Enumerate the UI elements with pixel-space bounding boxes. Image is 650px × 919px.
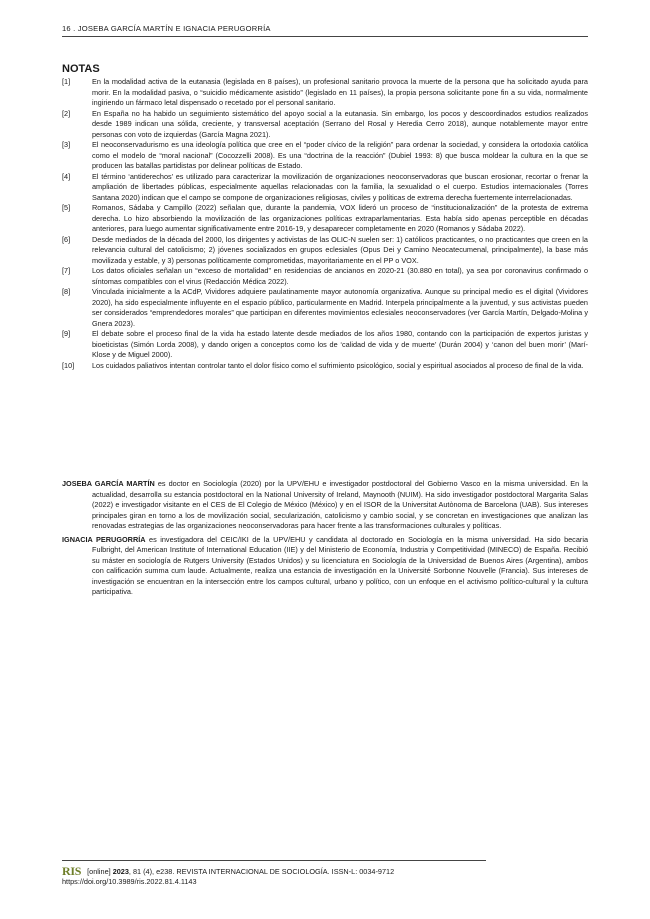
note-text: En España no ha habido un seguimiento sistemático del apoyo social a la eutanasia. Sin embargo, los pocos y descoordinados estudios realizados desde 1989 indican una sólida, creciente, y transversal aceptación (Serrano del Rosal y Heredia Cerro 2018), aunque notablemente mayor entre personas con voto de izquierdas (García Magna 2021). bbox=[92, 108, 588, 139]
note-number: [9] bbox=[62, 329, 71, 338]
note-text: Romanos, Sádaba y Campillo (2022) señalan que, durante la pandemia, VOX lideró un proceso de “institucionalización” de la protesta de extrema derecha. Lo hizo absorbiendo la movilización de las organizaciones políticas extraparlamentarias. Esta había sido apenas perceptible en décadas anteriores, para luego aumentar significativamente entre 2016-19, y desaparecer completamente en 2020 (Romanos y Sádaba 2022). bbox=[92, 203, 588, 233]
note-text: El neoconservadurismo es una ideología política que cree en el “poder cívico de la religión” para ordenar la sociedad, y considera la ortodoxia católica como el modelo de “moral nacional” (Cocozzelli 2008). Es una “doctrina de la reacción” (Dubiel 1993: 8) que busca moldear la cultura en la que se producen las batallas partidistas por delinear políticas de Estado. bbox=[92, 140, 588, 170]
notes-list bbox=[62, 77, 588, 371]
note-number: [3] bbox=[62, 140, 71, 149]
author-bio-text: es doctor en Sociología (2020) por la UPV/EHU e investigador postdoctoral del Gobierno Vasco en la misma universidad. En la actualidad, desarrolla su estancia postdoctoral en la National University of Ireland, Maynooth (NUIM). Ha sido investigador postdoctoral Margarita Salas (2022) e investigador visitante en el CES de El Colegio de México (México) y en el ISOR de la Universitat Autònoma de Barcelona (UAB). Sus intereses principales giran en torno a los de movilización social, secularización, catolicismo y cambio social, y se concretan en investigaciones que analizan las renovadas estrategias de las organizaciones neoconservadoras para hacer frente a las transformaciones culturales y políticas. bbox=[92, 479, 588, 530]
note-number: [5] bbox=[62, 203, 71, 212]
footer-citation: , 81 (4), e238. REVISTA INTERNACIONAL DE SOCIOLOGÍA. ISSN-L: 0034-9712 bbox=[128, 867, 395, 876]
author-bios bbox=[62, 479, 588, 601]
notes-title: NOTAS bbox=[62, 63, 100, 75]
note-number: [2] bbox=[62, 108, 71, 118]
note-text: El término ‘antiderechos’ es utilizado para caracterizar la movilización de organizaciones neoconservadoras que buscan erosionar, recortar o frenar la ampliación de libertades públicas, especialmente aquellas relacionadas con la familia, la sexualidad o el cuerpo. Estudios internacionales (Torres Santana 2020) indican que el campo se compone de organizaciones religiosas, civiles y políticas de extrema derecha fuertemente interrelacionadas. bbox=[92, 171, 588, 202]
note-text: Los datos oficiales señalan un “exceso de mortalidad” en residencias de ancianos en 2020-21 (30.880 en total), ya sea por coronavirus confirmado o síntomas compatibles con el virus (Redacción Médica 2022). bbox=[92, 266, 588, 286]
note-item bbox=[62, 235, 588, 267]
author-bio bbox=[62, 479, 588, 532]
note-item bbox=[62, 329, 588, 361]
note-item bbox=[62, 172, 588, 204]
footer-year: 2023 bbox=[112, 867, 129, 876]
note-number: [7] bbox=[62, 266, 71, 275]
note-number: [6] bbox=[62, 234, 71, 244]
note-item bbox=[62, 361, 588, 372]
author-name: IGNACIA PERUGORRÍA bbox=[62, 534, 146, 544]
note-item bbox=[62, 140, 588, 172]
note-text: Desde mediados de la década del 2000, los dirigentes y activistas de las OLIC-N suelen ser: 1) católicos practicantes, o no practicantes que creen en la relevancia cultural del catolicismo; 2) jóvenes socializados en grupos eclesiales (Opus Dei y Camino Neocatecumenal, principalmente), la base más movilizada y estable, y 3) personas políticamente comprometidas, mayoritariamente en el PP o VOX. bbox=[92, 234, 588, 265]
doi-link[interactable]: https://doi.org/10.3989/ris.2022.81.4.1143 bbox=[62, 877, 197, 886]
note-number: [10] bbox=[62, 360, 75, 370]
running-head: 16 . JOSEBA GARCÍA MARTÍN E IGNACIA PERUGORRÍA bbox=[62, 24, 588, 37]
note-item bbox=[62, 77, 588, 109]
note-item bbox=[62, 109, 588, 141]
note-text: Los cuidados paliativos intentan controlar tanto el dolor físico como el sufrimiento psicológico, social y espiritual asociados al proceso de final de la vida. bbox=[92, 360, 584, 370]
note-number: [4] bbox=[62, 171, 71, 181]
note-text: El debate sobre el proceso final de la vida ha estado latente desde mediados de los años 1980, contando con la participación de expertos juristas y bioeticistas (Simón Lorda 2008), y dando origen a conceptos como los de ‘calidad de vida y de muerte’ (Durán 2004) y ‘canon del buen morir’ (Marí-Klose y de Miguel 2000). bbox=[92, 329, 588, 359]
footer-divider bbox=[62, 860, 486, 861]
author-bio bbox=[62, 535, 588, 598]
footer-prefix: [online] bbox=[87, 867, 111, 876]
note-text: Vinculada inicialmente a la ACdP, Vividores adquiere paulatinamente mayor autonomía organizativa. Aunque su principal medio es el digital (Vividores 2020), ha sido especialmente influyente en el espacio público, particularmente en Madrid. Interpela principalmente a la juventud, y sus activistas pueden ser considerados “emprendedores morales” que participan en diferentes movimientos eclesiales neoconservadores (ver García Martín, Delgado-Molina y Gnera 2023). bbox=[92, 287, 588, 328]
note-number: [1] bbox=[62, 77, 71, 86]
note-item bbox=[62, 203, 588, 235]
ris-logo: RIS bbox=[62, 864, 82, 878]
note-text: En la modalidad activa de la eutanasia (legislada en 8 países), un profesional sanitario provoca la muerte de la persona que ha solicitado ayuda para morir. En la modalidad pasiva, o “suicidio médicamente asistido” (legislado en 11 países), la propia persona solicitante pone fin a su vida, normalmente ingiriendo un fármaco letal dispensado o recetado por el personal sanitario. bbox=[92, 77, 588, 107]
note-item bbox=[62, 266, 588, 287]
author-bio-text: es investigadora del CEIC/IKI de la UPV/EHU y candidata al doctorado en Sociología en la misma universidad. Ha sido becaria Fulbright, del American Institute of International Education (IIE) y del Ministerio de Economía, Industria y Competitividad (MINECO) de España. Recibió su máster en sociología de Rutgers University (Estados Unidos) y su licenciatura en Sociología de la Universidad de Buenos Aires (Argentina), ambos con calificación summa cum laude. Actualmente, realiza una estancia de investigación en la Université Sorbonne Nouvelle (Francia). Sus intereses de investigación se encuentran en la intersección entre los campos cultural, urbano y político, con un enfoque en el activismo político-cultural y la cultura participativa. bbox=[92, 534, 589, 596]
note-item bbox=[62, 287, 588, 329]
footer bbox=[62, 866, 582, 887]
note-number: [8] bbox=[62, 287, 71, 296]
author-name: JOSEBA GARCÍA MARTÍN bbox=[62, 479, 155, 488]
